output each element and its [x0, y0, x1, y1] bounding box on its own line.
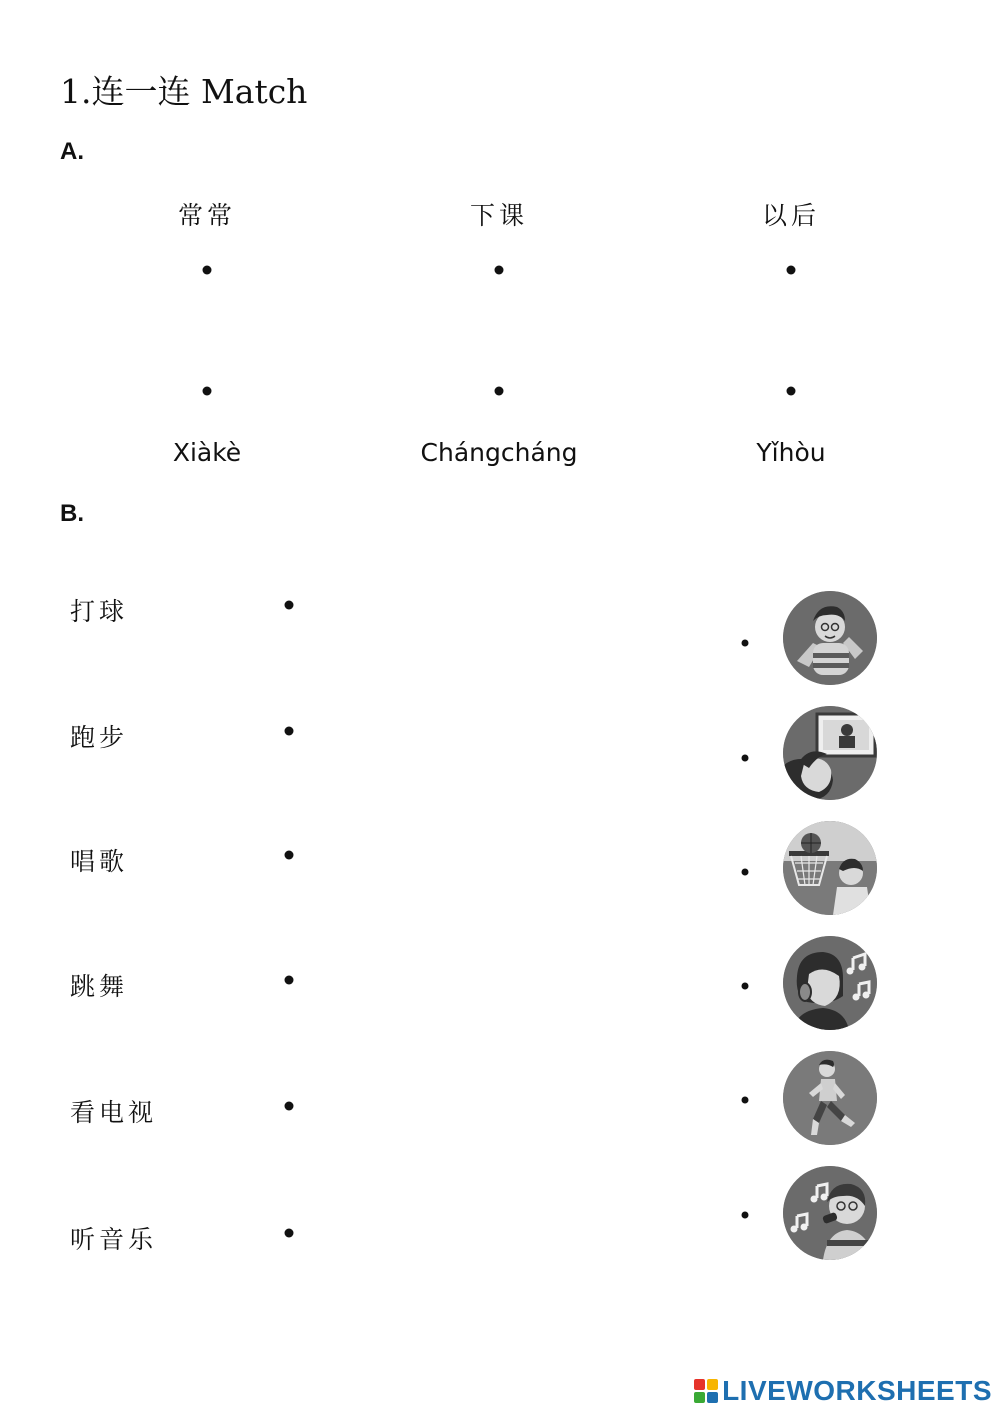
activity-word-5-dot[interactable] — [285, 1102, 294, 1111]
activity-word-5: 看电视 — [70, 1098, 158, 1127]
top-word-3: 以后 — [761, 201, 821, 230]
picture-4-dot[interactable] — [742, 983, 749, 990]
bottom-word-3: Yǐhòu — [756, 438, 826, 467]
top-word-3-dot[interactable] — [787, 266, 796, 275]
section-b-label: B. — [60, 500, 84, 527]
activity-word-6: 听音乐 — [70, 1225, 158, 1254]
top-word-1: 常常 — [177, 201, 237, 230]
listening-music-icon — [783, 936, 877, 1030]
running-boy-icon — [783, 1051, 877, 1145]
liveworksheets-logo — [694, 1375, 992, 1407]
singing-boy-icon — [783, 1166, 877, 1260]
top-word-2: 下课 — [469, 201, 529, 230]
logo-square-1 — [694, 1379, 705, 1390]
top-word-2-dot[interactable] — [495, 266, 504, 275]
logo-square-4 — [707, 1392, 718, 1403]
logo-text: LIVEWORKSHEETS — [722, 1375, 992, 1406]
dancing-boy-icon — [783, 591, 877, 685]
picture-1-dot[interactable] — [742, 640, 749, 647]
top-word-1-dot[interactable] — [203, 266, 212, 275]
bottom-word-3-dot[interactable] — [787, 387, 796, 396]
activity-word-4: 跳舞 — [70, 972, 129, 1001]
activity-word-1: 打球 — [70, 597, 129, 626]
bottom-word-1-dot[interactable] — [203, 387, 212, 396]
picture-2-dot[interactable] — [742, 755, 749, 762]
logo-square-3 — [694, 1392, 705, 1403]
logo-mark-icon — [694, 1379, 718, 1403]
picture-3-dot[interactable] — [742, 869, 749, 876]
logo-square-2 — [707, 1379, 718, 1390]
activity-word-2-dot[interactable] — [285, 727, 294, 736]
picture-5-dot[interactable] — [742, 1097, 749, 1104]
section-a-label: A. — [60, 138, 84, 165]
watching-tv-icon — [783, 706, 877, 800]
activity-word-2: 跑步 — [70, 723, 129, 752]
activity-word-3-dot[interactable] — [285, 851, 294, 860]
activity-word-3: 唱歌 — [70, 847, 129, 876]
playing-basketball-icon — [783, 821, 877, 915]
activity-word-4-dot[interactable] — [285, 976, 294, 985]
picture-6-dot[interactable] — [742, 1212, 749, 1219]
activity-word-1-dot[interactable] — [285, 601, 294, 610]
bottom-word-2-dot[interactable] — [495, 387, 504, 396]
activity-word-6-dot[interactable] — [285, 1229, 294, 1238]
worksheet-title: 1.连一连 Match — [60, 72, 308, 111]
bottom-word-1: Xiàkè — [172, 438, 242, 467]
bottom-word-2: Chángcháng — [420, 438, 578, 467]
